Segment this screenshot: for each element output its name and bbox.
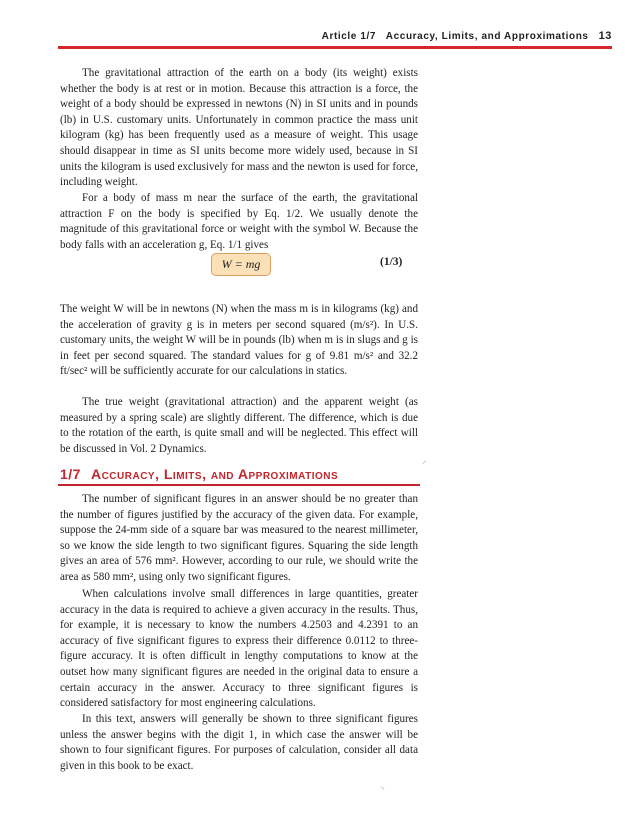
section-title: Accuracy, Limits, and Approximations — [90, 466, 339, 482]
paragraph-gravitational-attraction: For a body of mass m near the surface of the earth, the gravitational attraction F on the body is specified by Eq. 1/2. We usually denote the magnitude of this gravitational force or weight with the symbol W. Because the body falls with an acceleration g, Eq. 1/1 gives — [60, 192, 418, 251]
page-number: 13 — [598, 30, 612, 42]
section-number: 1/7 — [60, 466, 81, 482]
section-heading — [60, 466, 338, 482]
paragraph-answers: In this text, answers will generally be shown to three significant figures unless the answer begins with the digit 1, in which case the answer will be shown to four significant figures. For purposes of calculation, consider all data given in this book to be exact. — [60, 713, 418, 772]
paragraph-significant-figures: The number of significant figures in an answer should be no greater than the number of figures justified by the accuracy of the given data. For example, suppose the 24-mm side of a square bar was measured to the nearest millimeter, so we know the side length to two significant figures. Squaring the side length gives an area of 576 mm². However, according to our rule, we should write the area as 580 mm², using only two significant figures. — [60, 493, 418, 583]
running-title: Article 1/7 Accuracy, Limits, and Approximations — [321, 31, 589, 42]
section-rule — [58, 484, 420, 486]
running-header — [60, 30, 612, 46]
paragraph-weight-units: The weight W will be in newtons (N) when the mass m is in kilograms (kg) and the acceleration of gravity g is in meters per second squared (m/s²). In U.S. customary units, the weight W will be in pounds (lb) when m is in slugs and g is in feet per second squared. The standard values for g of 9.81 m/s² and 32.2 ft/sec² will be sufficiently accurate for our calculations in statics. — [60, 303, 418, 378]
equation-number: (1/3) — [380, 256, 403, 268]
paragraph-small-differences: When calculations involve small differences in large quantities, greater accuracy in the data is required to achieve a given accuracy in the results. Thus, for example, it is necessary to know the numbers 4.2503 and 4.2391 to an accuracy of five significant figures to express their difference 0.0112 to three-figure accuracy. It is often difficult in lengthy computations to know at the outset how many significant figures are needed in the original data to ensure a certain accuracy in the answer. Accuracy to three significant figures is considered satisfactory for most engineering calculations. — [60, 588, 418, 710]
equation-box: W = mg — [211, 253, 271, 276]
header-rule — [58, 46, 612, 49]
paragraph-true-weight: The true weight (gravitational attraction) and the apparent weight (as measured by a spring scale) are slightly different. The difference, which is due to the rotation of the earth, is quite small and will be neglected. This effect will be discussed in Vol. 2 Dynamics. — [60, 396, 418, 455]
margin-mark: ⸜ — [380, 781, 385, 792]
margin-mark: ⸝ — [422, 455, 427, 466]
paragraph-weight-intro: The gravitational attraction of the earth on a body (its weight) exists whether the body is at rest or in motion. Because this attraction is a force, the weight of a body should be expressed in newtons (N) in SI units and in pounds (lb) in U.S. customary units. Unfortunately in common practice the mass unit kilogram (kg) has been frequently used as a measure of weight. This usage should disappear in time as SI units become more widely used, because in SI units the kilogram is used exclusively for mass and the newton is used for force, including weight. — [60, 67, 418, 189]
